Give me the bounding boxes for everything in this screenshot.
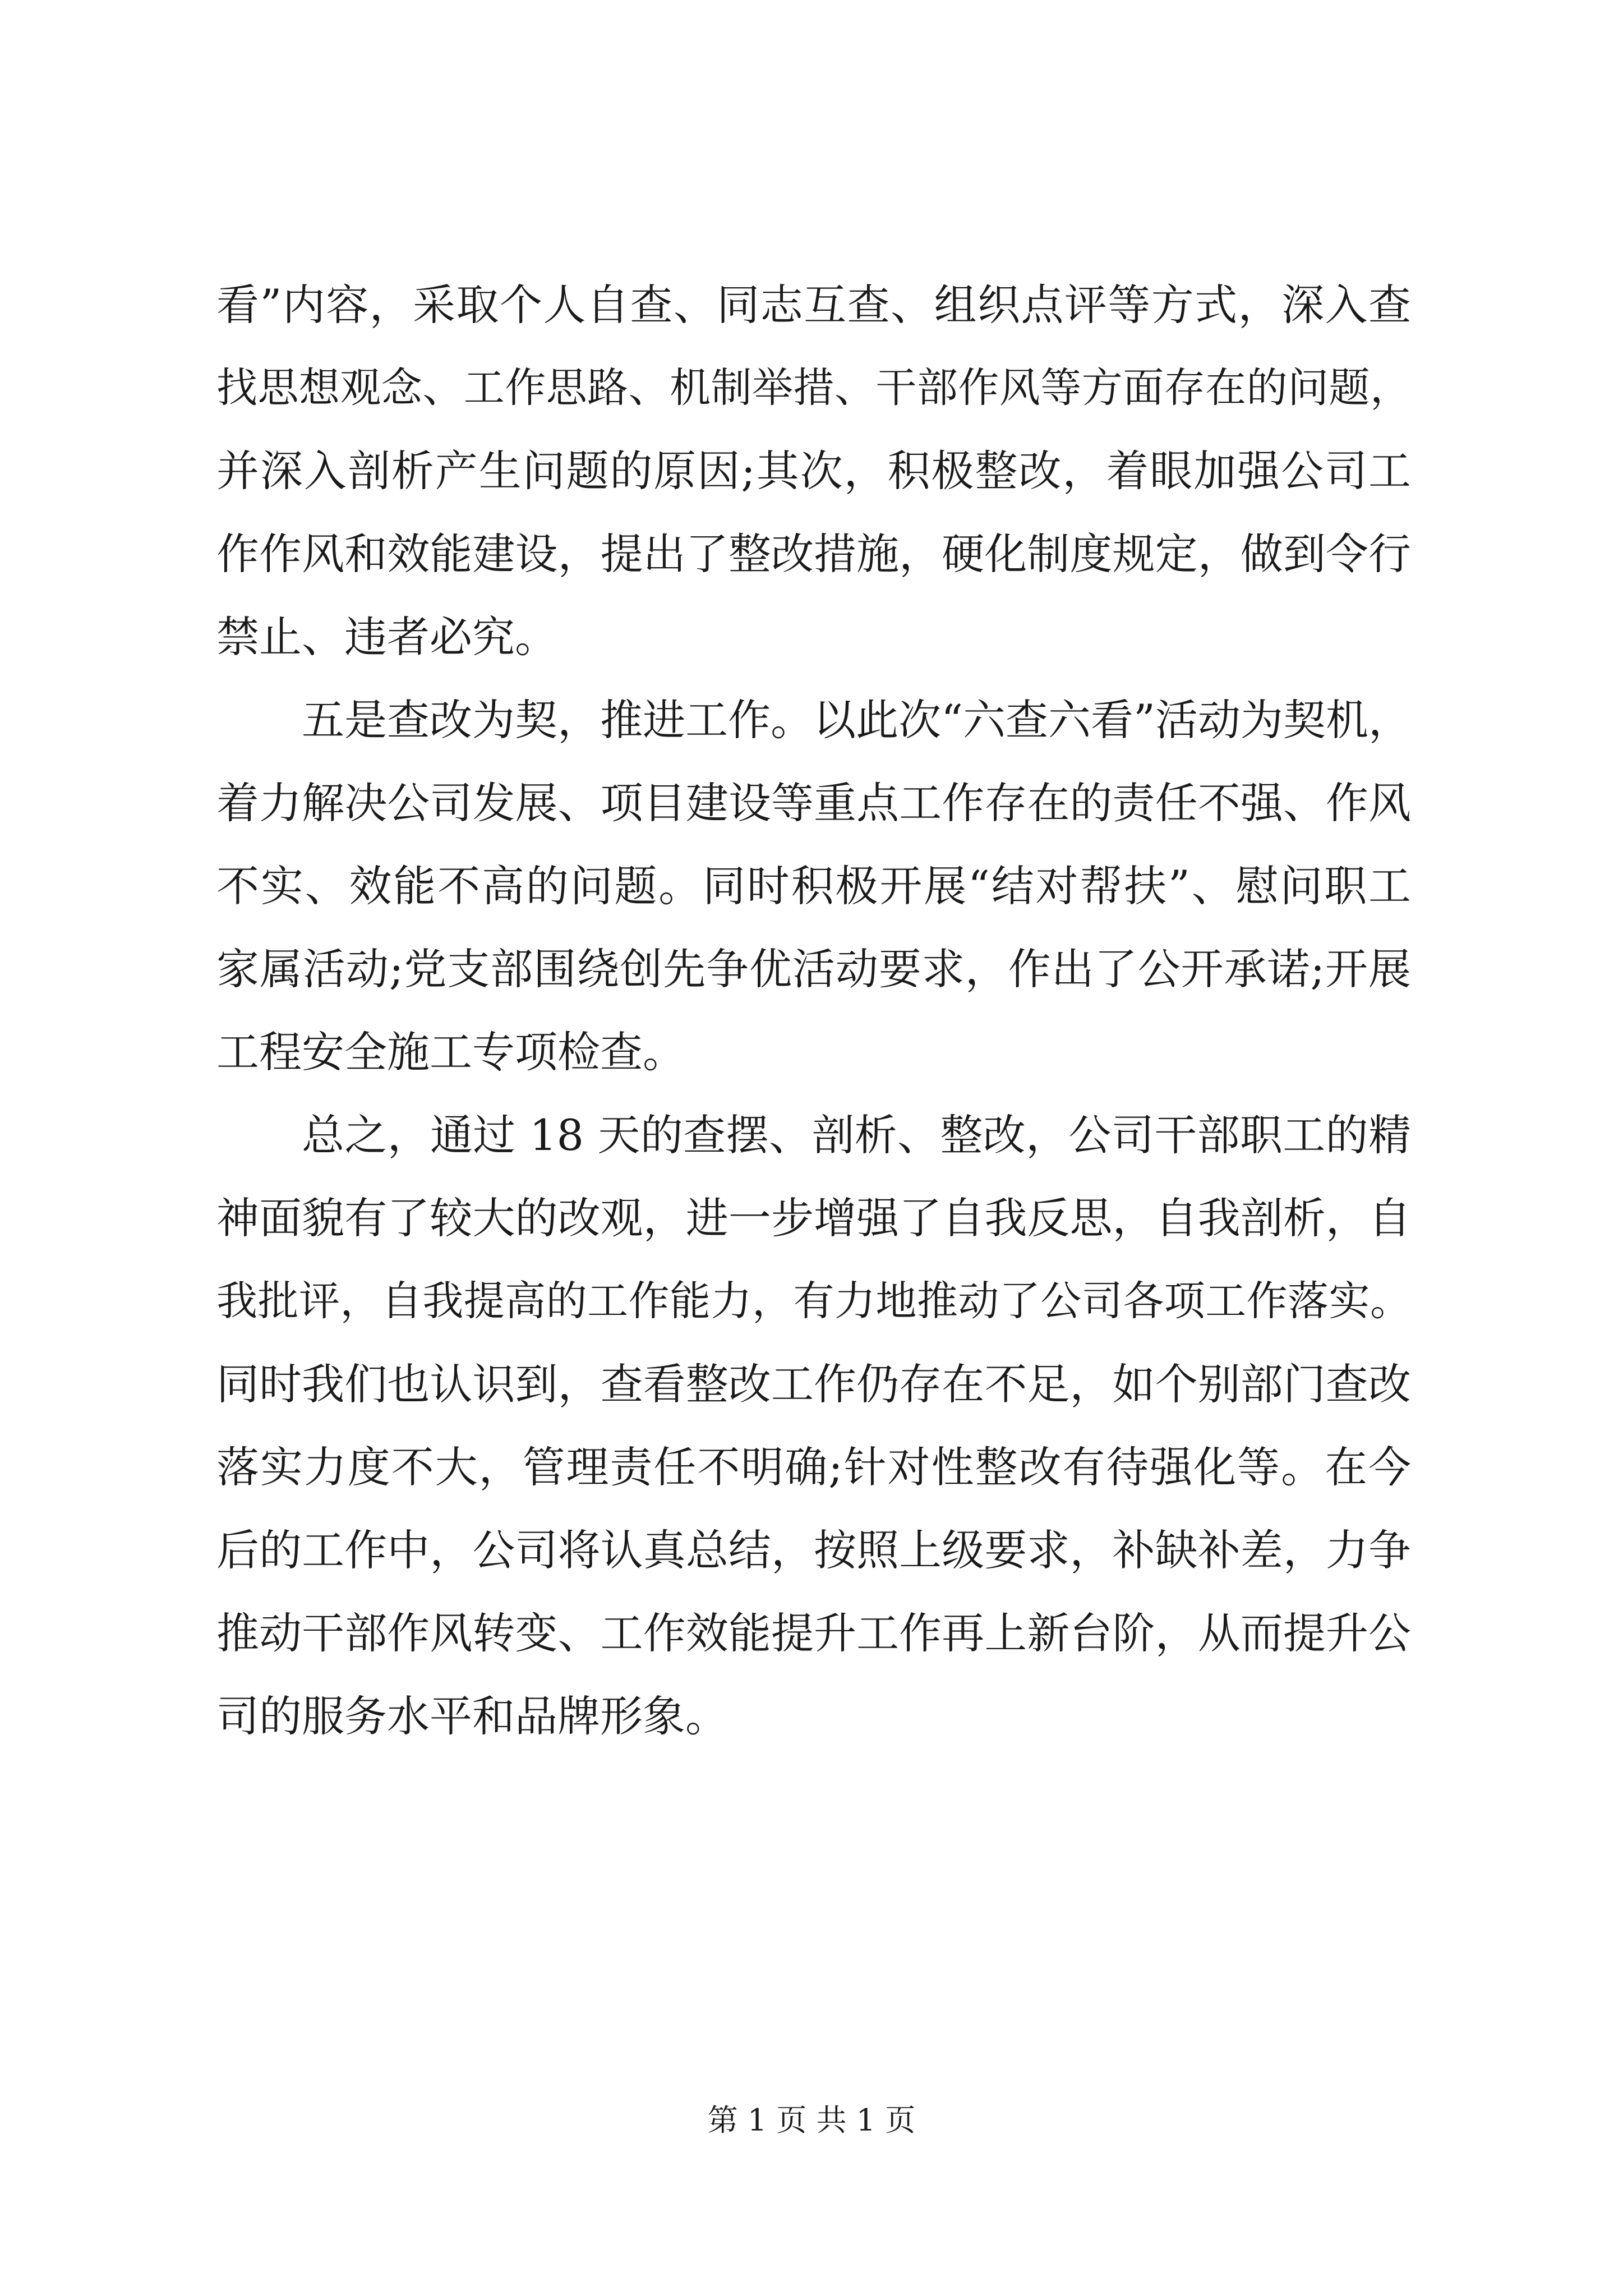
document-body [216, 264, 1411, 1758]
text-line: 禁止、违者必究。 [216, 612, 557, 662]
text-line: 推动干部作风转变、工作效能提升工作再上新台阶，从而提升公 [216, 1608, 1411, 1658]
text-line: 总之，通过 18 天的查摆、剖析、整改，公司干部职工的精 [302, 1110, 1411, 1160]
text-line: 作作风和效能建设，提出了整改措施，硬化制度规定，做到令行 [216, 529, 1411, 579]
text-line: 看”内容，采取个人自查、同志互查、组织点评等方式，深入查 [216, 280, 1411, 330]
text-line: 落实力度不大，管理责任不明确;针对性整改有待强化等。在今 [216, 1442, 1411, 1492]
text-line: 找思想观念、工作思路、机制举措、干部作风等方面存在的问题， [216, 364, 1411, 412]
page-footer [0, 2098, 1623, 2143]
text-line: 并深入剖析产生问题的原因;其次，积极整改，着眼加强公司工 [216, 446, 1411, 496]
text-line: 我批评，自我提高的工作能力，有力地推动了公司各项工作落实。 [216, 1277, 1411, 1325]
text-line: 同时我们也认识到，查看整改工作仍存在不足，如个别部门查改 [216, 1359, 1411, 1409]
text-line: 工程安全施工专项检查。 [216, 1027, 685, 1077]
text-line: 后的工作中，公司将认真总结，按照上级要求，补缺补差，力争 [216, 1525, 1411, 1575]
text-line: 着力解决公司发展、项目建设等重点工作存在的责任不强、作风 [216, 778, 1411, 828]
page-number-label: 第 1 页 共 1 页 [707, 2102, 916, 2138]
text-line: 司的服务水平和品牌形象。 [216, 1691, 728, 1741]
text-line: 不实、效能不高的问题。同时积极开展“结对帮扶”、慰问职工 [216, 861, 1411, 911]
text-line: 家属活动;党支部围绕创先争优活动要求，作出了公开承诺;开展 [216, 944, 1411, 994]
text-line: 神面貌有了较大的改观，进一步增强了自我反思，自我剖析，自 [216, 1193, 1411, 1243]
text-line: 五是查改为契，推进工作。以此次“六查六看”活动为契机， [302, 695, 1411, 745]
